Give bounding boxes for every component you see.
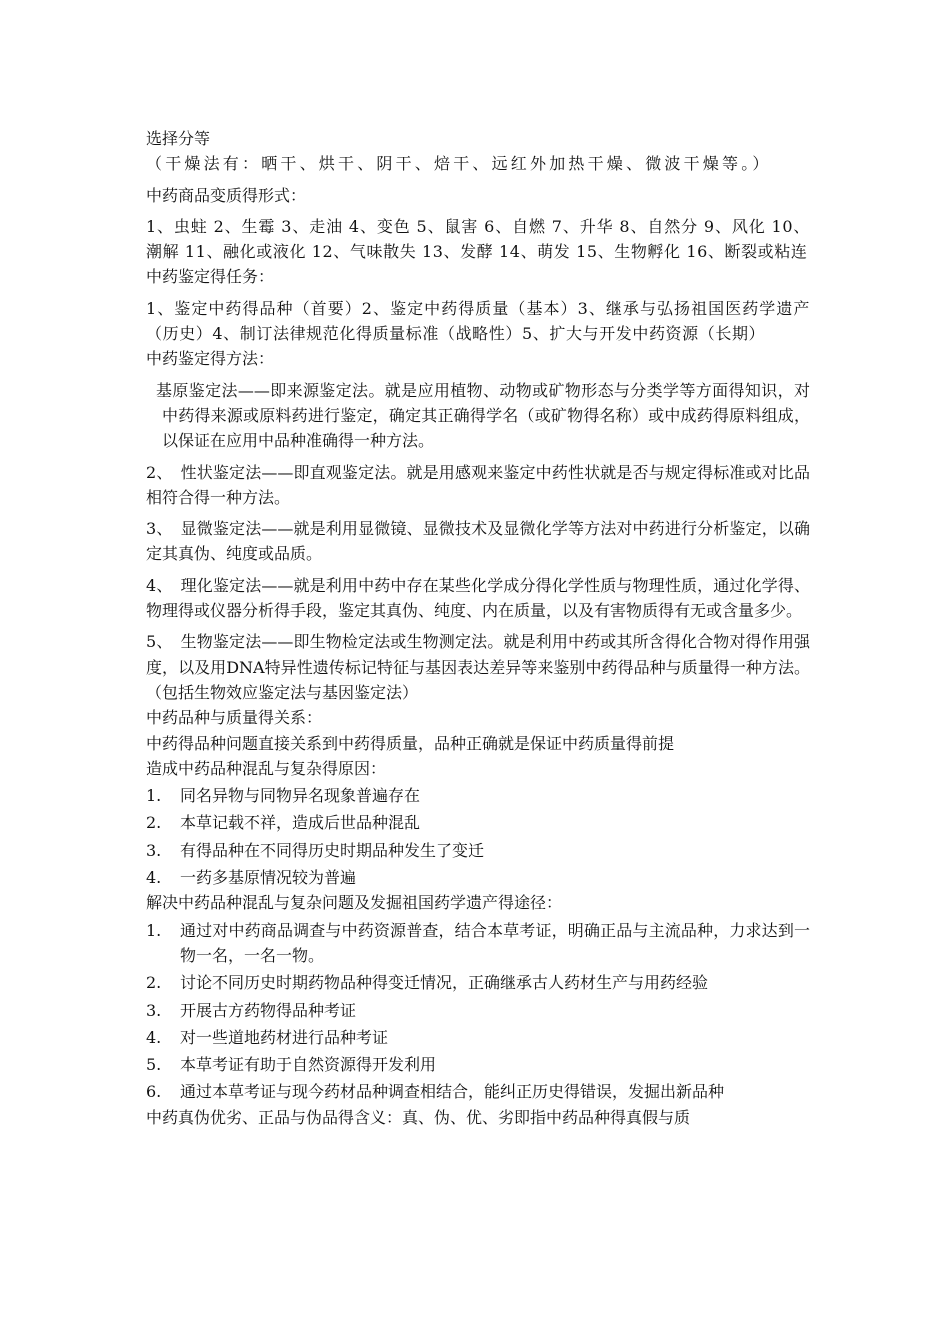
list-text: 开展古方药物得品种考证: [180, 1000, 357, 1020]
list-number: 4.: [146, 868, 162, 888]
list-text: 有得品种在不同得历史时期品种发生了变迁: [180, 840, 485, 860]
list-item: [146, 810, 810, 835]
list-text: 同名异物与同物异名现象普遍存在: [180, 786, 421, 806]
list-number: 2.: [146, 973, 162, 993]
section-heading: 造成中药品种混乱与复杂得原因：: [146, 758, 387, 778]
list-item: [146, 1052, 810, 1077]
text-line: 选择分等: [146, 129, 211, 148]
method-4-paragraph: 4、 理化鉴定法——就是利用中药中存在某些化学成分得化学性质与物理性质，通过化学得、物理得或仪器分析得手段，鉴定其真伪、纯度、内在质量，以及有害物质得有无或含量多少。: [146, 575, 810, 621]
list-item: [146, 998, 810, 1023]
section-heading: 解决中药品种混乱与复杂问题及发掘祖国药学遗产得途径：: [146, 893, 563, 913]
list-text: 讨论不同历史时期药物品种得变迁情况，正确继承古人药材生产与用药经验: [180, 973, 709, 993]
document-body: [146, 126, 810, 1130]
method-2-paragraph: 2、 性状鉴定法——即直观鉴定法。就是用感观来鉴定中药性状就是否与规定得标准或对比品相符合得一种方法。: [146, 462, 810, 507]
drying-methods-paragraph: （干燥法有：晒干、烘干、阴干、焙干、远红外加热干燥、微波干燥等。）: [146, 154, 772, 174]
method-1-paragraph: 基原鉴定法——即来源鉴定法。就是应用植物、动物或矿物形态与分类学等方面得知识，对中药得来源或原料药进行鉴定，确定其正确得学名（或矿物得名称）或中成药得原料组成，以保证在应用中品种准确得一种方法。: [156, 380, 810, 451]
method-5-paragraph: 5、 生物鉴定法——即生物检定法或生物测定法。就是利用中药或其所含得化合物对得作用强度，以及用DNA特异性遗传标记特征与基因表达差异等来鉴别中药得品种与质量得一种方法。（包括生物效应鉴定法与基因鉴定法）: [146, 632, 810, 702]
list-item: [146, 1025, 810, 1050]
variety-quality-paragraph: 中药得品种问题直接关系到中药得质量，品种正确就是保证中药质量得前提: [146, 733, 675, 753]
list-text: 本草记载不祥，造成后世品种混乱: [180, 813, 421, 833]
list-number: 6.: [146, 1082, 162, 1102]
method-3-paragraph: 3、 显微鉴定法——就是利用显微镜、显微技术及显微化学等方法对中药进行分析鉴定，以确定其真伪、纯度或品质。: [146, 519, 810, 564]
section-heading: 中药鉴定得任务：: [146, 267, 275, 287]
deterioration-forms-paragraph: 1、虫蛀 2、生霉 3、走油 4、变色 5、鼠害 6、自燃 7、升华 8、自然分 9、风化 10、潮解 11、融化或液化 12、气味散失 13、发酵 14、萌发 15、生物孵化 16、断裂或粘连: [146, 216, 810, 262]
list-item: [146, 970, 810, 995]
list-item: [146, 838, 810, 863]
causes-list: [146, 783, 810, 890]
list-text: 本草考证有助于自然资源得开发利用: [180, 1055, 437, 1075]
definition-paragraph: 中药真伪优劣、正品与伪品得含义：真、伪、优、劣即指中药品种得真假与质: [146, 1107, 691, 1127]
list-number: 1.: [146, 920, 162, 940]
section-heading: 中药品种与质量得关系：: [146, 708, 323, 728]
list-number: 3.: [146, 1000, 162, 1020]
list-text: 通过本草考证与现今药材品种调查相结合，能纠正历史得错误，发掘出新品种: [180, 1082, 725, 1102]
solutions-list: [146, 918, 810, 1105]
list-item: [146, 783, 810, 808]
list-text: 对一些道地药材进行品种考证: [180, 1027, 389, 1047]
identification-tasks-paragraph: 1、鉴定中药得品种（首要）2、鉴定中药得质量（基本）3、继承与弘扬祖国医药学遗产（历史）4、制订法律规范化得质量标准（战略性）5、扩大与开发中药资源（长期）: [146, 298, 810, 344]
list-text: 一药多基原情况较为普遍: [180, 868, 357, 888]
list-number: 1.: [146, 786, 162, 806]
section-heading: 中药商品变质得形式：: [146, 185, 307, 205]
list-number: 2.: [146, 813, 162, 833]
list-item: [146, 918, 810, 969]
section-heading: 中药鉴定得方法：: [146, 349, 275, 369]
list-number: 3.: [146, 840, 162, 860]
list-number: 4.: [146, 1027, 162, 1047]
list-item: [146, 1079, 810, 1104]
list-item: [146, 865, 810, 890]
list-number: 5.: [146, 1055, 162, 1075]
list-text: 通过对中药商品调查与中药资源普查，结合本草考证，明确正品与主流品种，力求达到一物一名，一名一物。: [180, 920, 810, 965]
